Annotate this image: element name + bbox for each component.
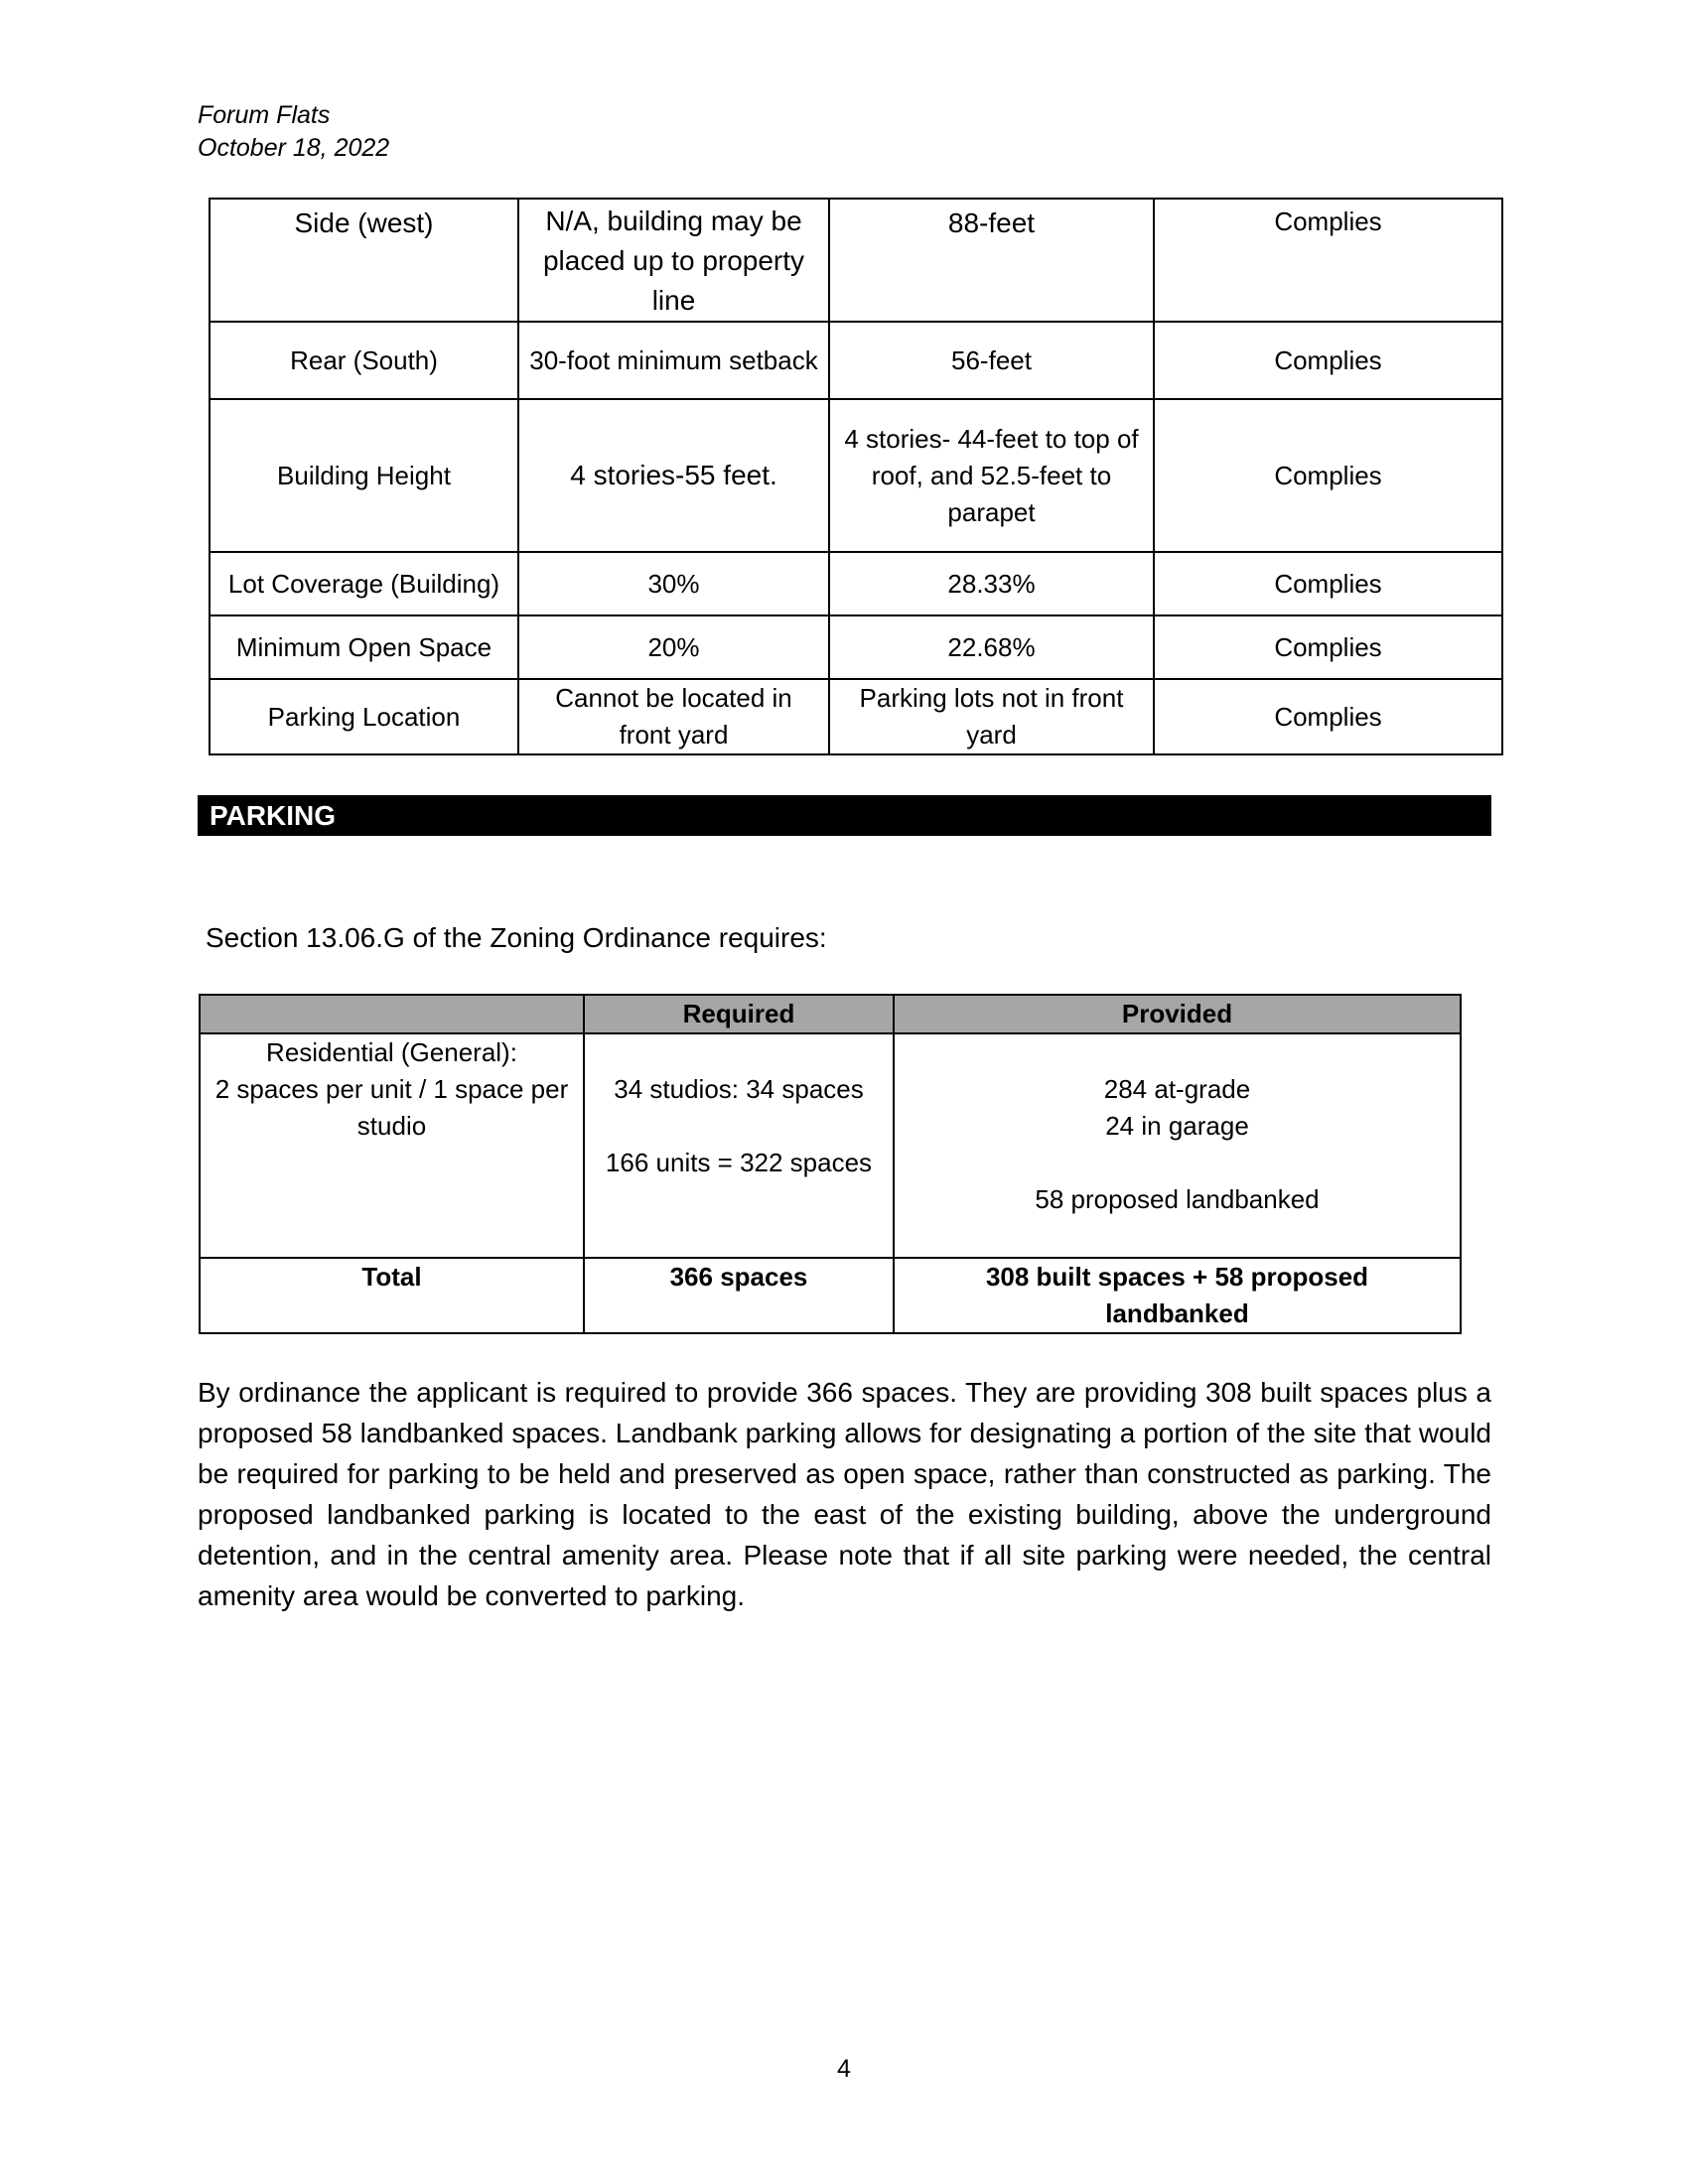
- table-cell-item: Building Height: [210, 399, 518, 552]
- table-cell-status: Complies: [1154, 615, 1502, 679]
- header-cell-provided: Provided: [894, 995, 1461, 1033]
- table-row: [210, 322, 1502, 399]
- table-cell-status: Complies: [1154, 322, 1502, 399]
- table-row: [200, 1033, 1461, 1258]
- table-cell-required: Cannot be located in front yard: [518, 679, 829, 754]
- table-cell-item: Parking Location: [210, 679, 518, 754]
- header-date: October 18, 2022: [198, 134, 390, 162]
- required-studios: 34 studios: 34 spaces: [614, 1074, 864, 1104]
- section-heading-parking: PARKING: [198, 795, 1491, 836]
- table-row: [210, 552, 1502, 615]
- total-required-cell: 366 spaces: [584, 1258, 894, 1333]
- table-cell-provided: 88-feet: [829, 199, 1154, 322]
- header-cell-blank: [200, 995, 584, 1033]
- table-cell-provided: 56-feet: [829, 322, 1154, 399]
- table-cell-required: 4 stories-55 feet.: [518, 399, 829, 552]
- table-cell-provided: 22.68%: [829, 615, 1154, 679]
- parking-requirements-table: [199, 994, 1462, 1334]
- required-units: 166 units = 322 spaces: [605, 1148, 873, 1177]
- table-cell-required: 20%: [518, 615, 829, 679]
- table-cell-required: N/A, building may be placed up to property line: [518, 199, 829, 322]
- provided-garage: 24 in garage: [1105, 1111, 1249, 1141]
- table-cell-status: Complies: [1154, 679, 1502, 754]
- table-cell-item: Rear (South): [210, 322, 518, 399]
- body-paragraph: By ordinance the applicant is required to provide 366 spaces. They are providing 308 built spaces plus a proposed 58 landbanked spaces. Landbank parking allows for designating a portion of the site that would be required for parking to be held and preserved as open space, rather than constructed as parking. The proposed landbanked parking is located to the east of the existing building, above the underground detention, and in the central amenity area. Please note that if all site parking were needed, the central amenity area would be converted to parking.: [198, 1377, 1491, 1611]
- table-cell-provided: Parking lots not in front yard: [829, 679, 1154, 754]
- header-cell-required: Required: [584, 995, 894, 1033]
- provided-at-grade: 284 at-grade: [1103, 1074, 1251, 1104]
- header-project-name: Forum Flats: [198, 101, 331, 129]
- table-cell-item: Side (west): [210, 199, 518, 322]
- residential-required-cell: [584, 1033, 894, 1258]
- table-row-total: [200, 1258, 1461, 1333]
- intro-text: Section 13.06.G of the Zoning Ordinance requires:: [206, 922, 827, 953]
- document-header: [198, 99, 389, 165]
- residential-label-cell: [200, 1033, 584, 1258]
- table-header-row: [200, 995, 1461, 1033]
- table-row: [210, 399, 1502, 552]
- table-cell-status: Complies: [1154, 399, 1502, 552]
- table-cell-status: Complies: [1154, 552, 1502, 615]
- table-cell-status: Complies: [1154, 199, 1502, 322]
- provided-landbanked: 58 proposed landbanked: [1035, 1184, 1320, 1214]
- table-cell-required: 30%: [518, 552, 829, 615]
- page-number: 4: [837, 2055, 851, 2083]
- table-row: [210, 615, 1502, 679]
- table-cell-item: Lot Coverage (Building): [210, 552, 518, 615]
- table-row: [210, 679, 1502, 754]
- residential-label-line2: 2 spaces per unit / 1 space per studio: [214, 1074, 569, 1141]
- residential-label-line1: Residential (General):: [266, 1037, 517, 1067]
- table-cell-item: Minimum Open Space: [210, 615, 518, 679]
- zoning-compliance-table: [209, 198, 1503, 755]
- residential-provided-cell: [894, 1033, 1461, 1258]
- table-cell-required: 30-foot minimum setback: [518, 322, 829, 399]
- table-cell-provided: 28.33%: [829, 552, 1154, 615]
- table-cell-provided: 4 stories- 44-feet to top of roof, and 52.5-feet to parapet: [829, 399, 1154, 552]
- total-label-cell: Total: [200, 1258, 584, 1333]
- total-provided-cell: 308 built spaces + 58 proposed landbanked: [894, 1258, 1461, 1333]
- table-row: [210, 199, 1502, 322]
